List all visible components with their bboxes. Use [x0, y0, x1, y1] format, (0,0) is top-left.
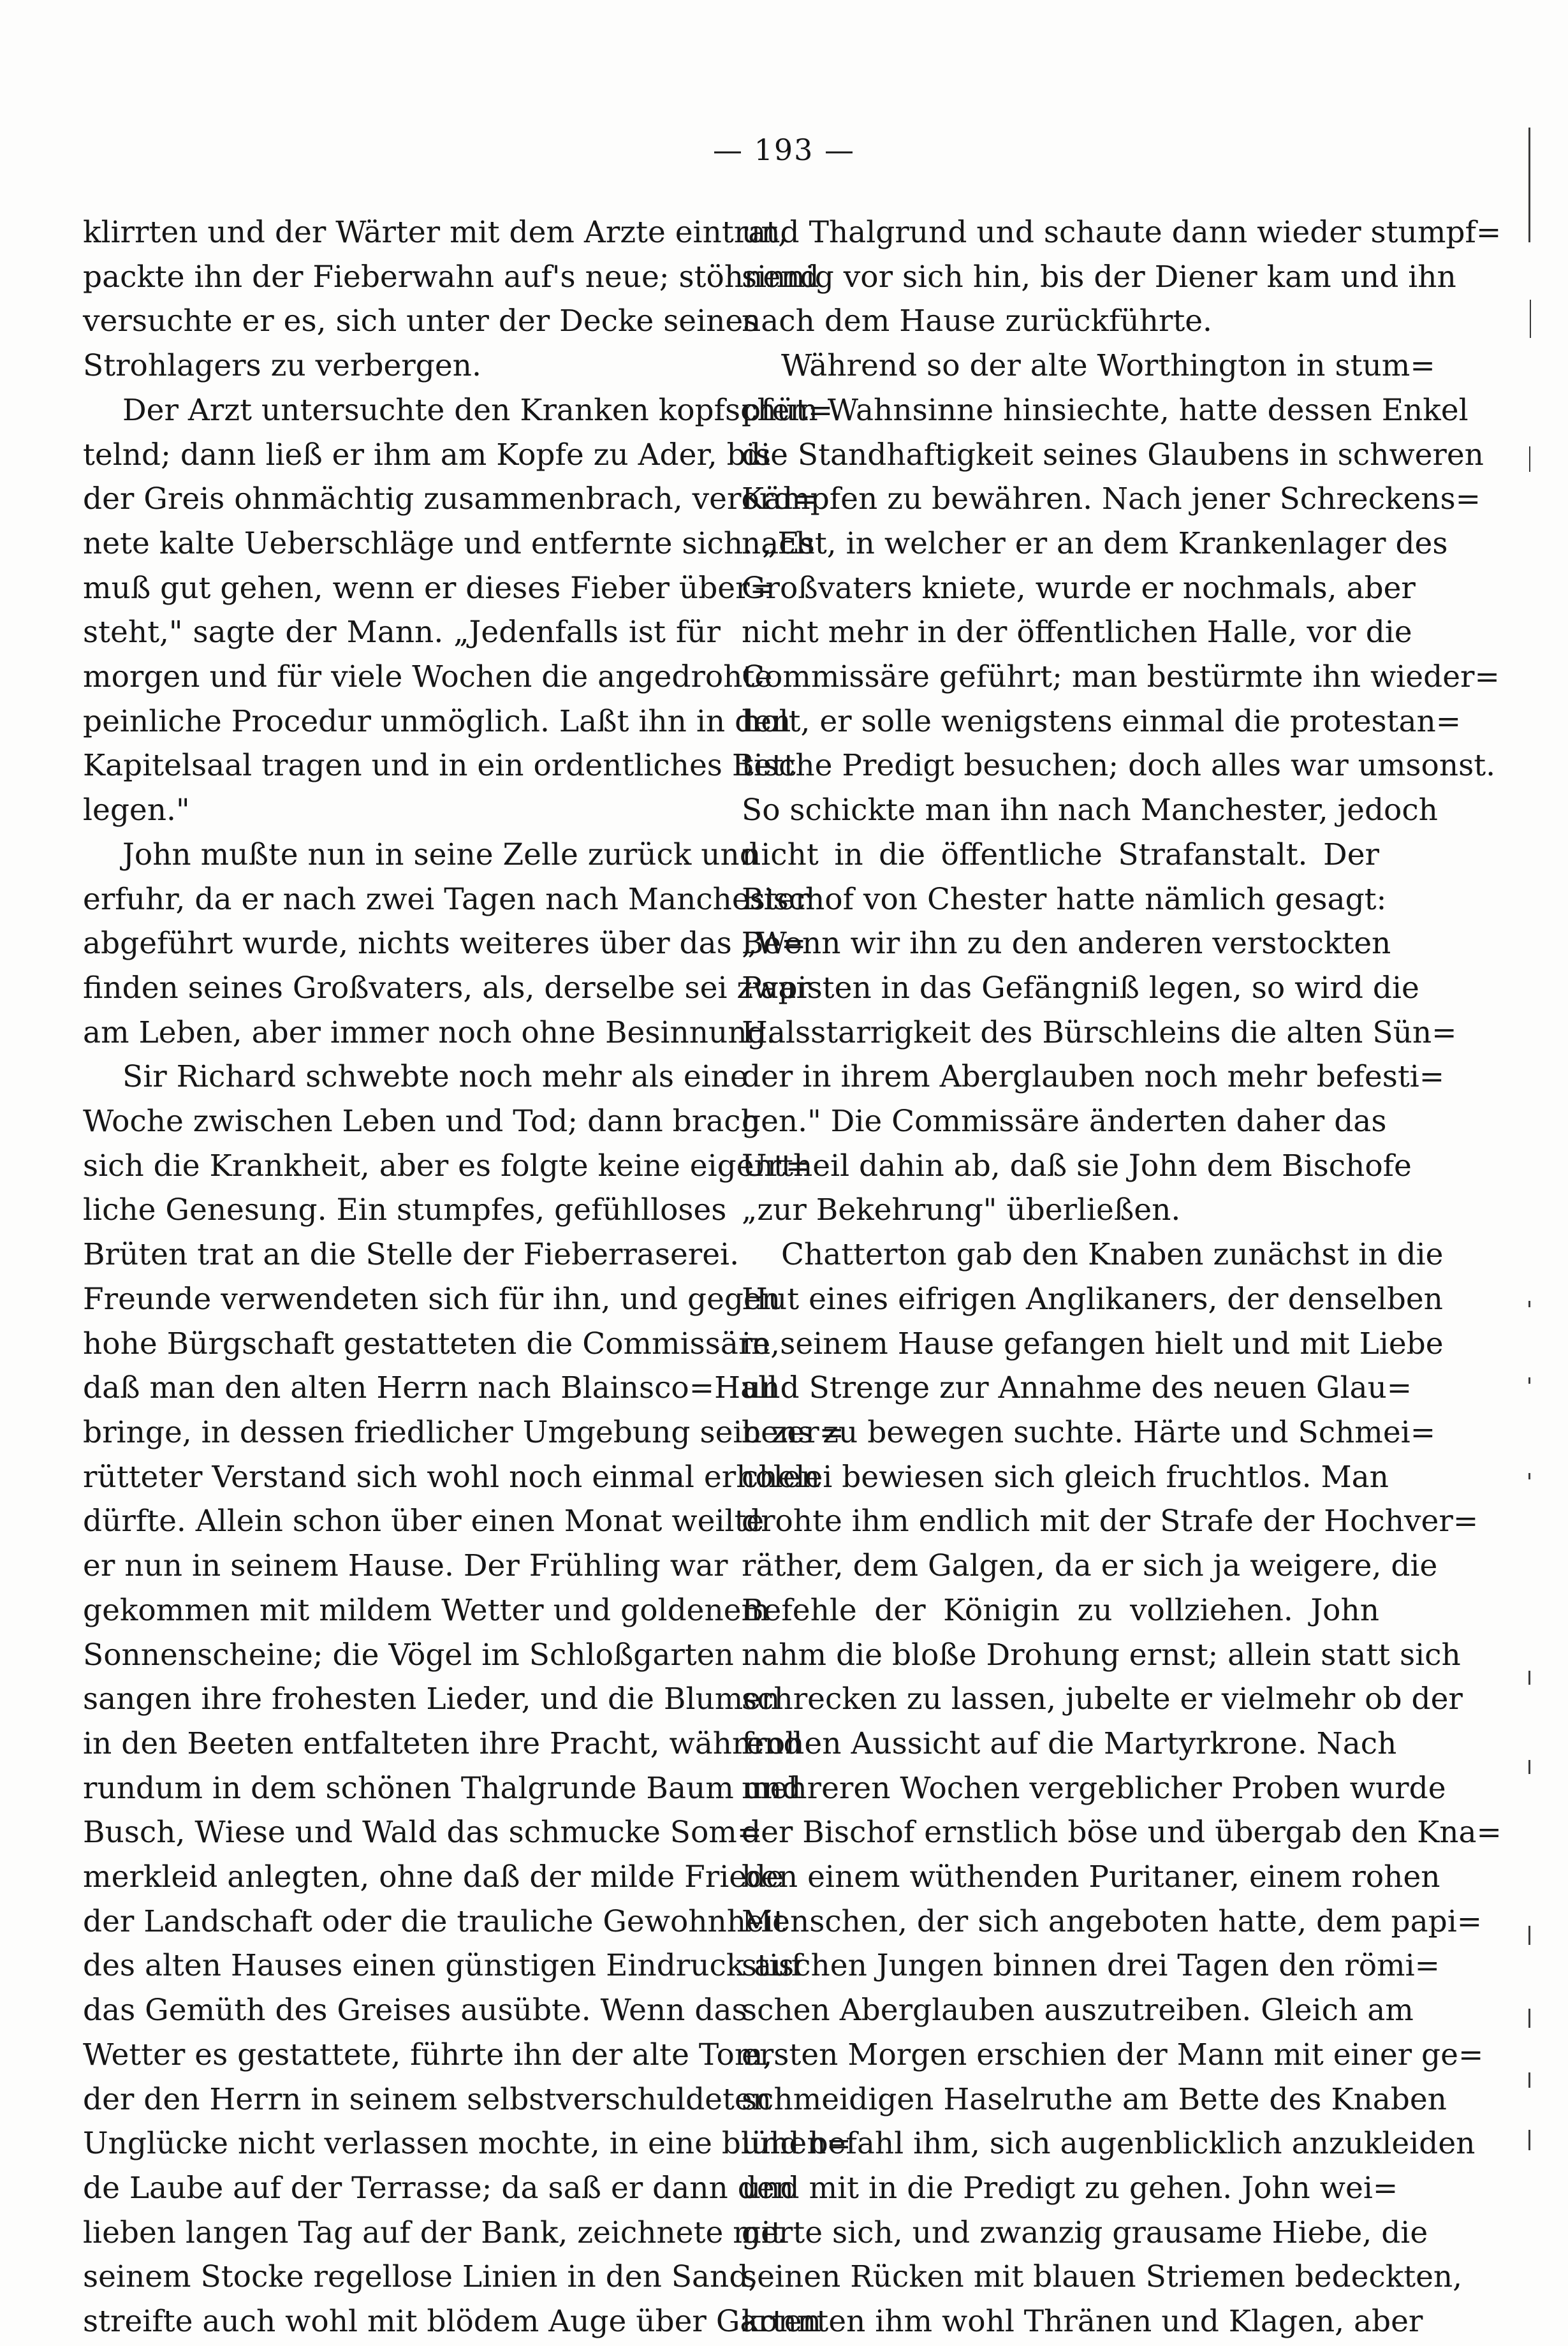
- right-margin-scan-marks: [1521, 89, 1540, 2321]
- text-line: nacht, in welcher er an dem Krankenlager des: [742, 525, 1448, 561]
- text-line: bringe, in dessen friedlicher Umgebung sein zer=: [83, 1414, 845, 1450]
- scan-mark: [1528, 128, 1530, 242]
- text-line: John mußte nun in seine Zelle zurück und: [122, 837, 759, 872]
- text-line: rundum in dem schönen Thalgrunde Baum und: [83, 1770, 802, 1806]
- paragraph: [83, 1055, 851, 2343]
- text-line: konnten ihm wohl Thränen und Klagen, aber: [742, 2304, 1423, 2340]
- text-line: in den Beeten entfalteten ihre Pracht, während: [83, 1726, 803, 1761]
- text-line: mehreren Wochen vergeblicher Proben wurde: [742, 1770, 1446, 1806]
- text-line: Freunde verwendeten sich für ihn, und gegen: [83, 1281, 781, 1317]
- paragraph: [83, 388, 833, 833]
- text-line: seinen Rücken mit blauen Striemen bedeckten,: [742, 2259, 1463, 2295]
- text-line: seinem Stocke regellose Linien in den Sand,: [83, 2259, 758, 2295]
- text-line: Großvaters kniete, wurde er nochmals, aber: [742, 570, 1416, 606]
- text-line: de Laube auf der Terrasse; da saß er dann den: [83, 2170, 794, 2206]
- text-line: finden seines Großvaters, als, derselbe sei zwar: [83, 970, 810, 1006]
- text-line: drohte ihm endlich mit der Strafe der Hochver=: [742, 1504, 1479, 1539]
- text-line: „Wenn wir ihn zu den anderen verstockten: [742, 926, 1391, 962]
- text-line: nicht in die öffentliche Strafanstalt. Der: [742, 837, 1379, 872]
- text-line: Befehle der Königin zu vollziehen. John: [742, 1592, 1379, 1628]
- text-line: muß gut gehen, wenn er dieses Fieber über=: [83, 570, 775, 606]
- text-line: chelei bewiesen sich gleich fruchtlos. Man: [742, 1459, 1389, 1495]
- scan-mark: [1528, 1760, 1530, 1774]
- text-line: schmeidigen Haselruthe am Bette des Knaben: [742, 2081, 1447, 2117]
- left-column: [83, 210, 851, 2344]
- text-line: Woche zwischen Leben und Tod; dann brach: [83, 1104, 760, 1140]
- text-line: am Leben, aber immer noch ohne Besinnung.: [83, 1015, 776, 1050]
- text-line: Sonnenscheine; die Vögel im Schloßgarten: [83, 1637, 734, 1673]
- text-line: sangen ihre frohesten Lieder, und die Blumen: [83, 1682, 780, 1717]
- text-line: versuchte er es, sich unter der Decke seines: [83, 304, 759, 339]
- text-line: und Thalgrund und schaute dann wieder stumpf=: [742, 215, 1502, 250]
- text-line: Bischof von Chester hatte nämlich gesagt:: [742, 881, 1387, 917]
- text-line: schrecken zu lassen, jubelte er vielmehr ob der: [742, 1682, 1463, 1717]
- text-line: der Bischof ernstlich böse und übergab den Kna=: [742, 1815, 1502, 1851]
- text-line: telnd; dann ließ er ihm am Kopfe zu Ader, bis: [83, 437, 771, 473]
- scan-mark: [1529, 446, 1530, 472]
- text-line: klirrten und der Wärter mit dem Arzte eintrat,: [83, 215, 788, 250]
- paragraph: [742, 1233, 1502, 2344]
- text-line: holt, er solle wenigstens einmal die protestan=: [742, 703, 1462, 739]
- text-line: in seinem Hause gefangen hielt und mit Liebe: [742, 1326, 1444, 1361]
- text-line: und mit in die Predigt zu gehen. John wei=: [742, 2170, 1398, 2206]
- text-line: hohe Bürgschaft gestatteten die Commissäre,: [83, 1326, 780, 1361]
- paragraph: [83, 210, 819, 388]
- text-line: die Standhaftigkeit seines Glaubens in schweren: [742, 437, 1484, 473]
- scan-mark: [1528, 2130, 1530, 2150]
- text-line: erfuhr, da er nach zwei Tagen nach Manchester: [83, 881, 810, 917]
- text-line: Chatterton gab den Knaben zunächst in die: [781, 1237, 1444, 1273]
- scan-mark: [1528, 2009, 1530, 2028]
- text-line: nicht mehr in der öffentlichen Halle, vor die: [742, 615, 1412, 650]
- text-line: der Greis ohnmächtig zusammenbrach, verord=: [83, 481, 818, 517]
- scan-mark: [1530, 300, 1531, 338]
- scan-mark: [1528, 1301, 1530, 1307]
- paragraph: [742, 344, 1500, 1233]
- scan-mark: [1528, 2072, 1530, 2088]
- text-line: Busch, Wiese und Wald das schmucke Som=: [83, 1815, 763, 1851]
- text-line: nete kalte Ueberschläge und entfernte sich. „Es: [83, 525, 815, 561]
- right-column: [742, 210, 1502, 2344]
- text-line: nach dem Hause zurückführte.: [742, 304, 1213, 339]
- text-line: rütteter Verstand sich wohl noch einmal erholen: [83, 1459, 820, 1495]
- text-line: Halsstarrigkeit des Bürschleins die alten Sün=: [742, 1015, 1457, 1050]
- text-line: und befahl ihm, sich augenblicklich anzukleiden: [742, 2126, 1476, 2162]
- text-line: liche Genesung. Ein stumpfes, gefühlloses: [83, 1192, 727, 1228]
- text-line: steht," sagte der Mann. „Jedenfalls ist für: [83, 615, 721, 650]
- text-line: sinnig vor sich hin, bis der Diener kam und ihn: [742, 259, 1456, 295]
- text-line: streifte auch wohl mit blödem Auge über Garten: [83, 2304, 821, 2340]
- text-line: Brüten trat an die Stelle der Fieberraserei.: [83, 1237, 740, 1273]
- text-line: abgeführt wurde, nichts weiteres über das Be=: [83, 926, 807, 962]
- text-line: peinliche Procedur unmöglich. Laßt ihn in den: [83, 703, 791, 739]
- text-line: der in ihrem Aberglauben noch mehr befesti=: [742, 1059, 1445, 1095]
- text-line: Hut eines eifrigen Anglikaners, der denselben: [742, 1281, 1443, 1317]
- text-line: Urtheil dahin ab, daß sie John dem Bischofe: [742, 1148, 1412, 1184]
- text-line: gerte sich, und zwanzig grausame Hiebe, die: [742, 2215, 1428, 2250]
- text-line: Unglücke nicht verlassen mochte, in eine blühen=: [83, 2126, 851, 2162]
- text-line: gekommen mit mildem Wetter und goldenem: [83, 1592, 770, 1628]
- text-line: Sir Richard schwebte noch mehr als eine: [122, 1059, 748, 1095]
- text-line: Strohlagers zu verbergen.: [83, 348, 481, 384]
- text-line: lieben langen Tag auf der Bank, zeichnete mit: [83, 2215, 783, 2250]
- text-line: sich die Krankheit, aber es folgte keine eigent=: [83, 1148, 811, 1184]
- scan-mark: [1528, 1377, 1530, 1384]
- scan-mark: [1528, 1671, 1530, 1685]
- text-line: legen.": [83, 793, 190, 828]
- paragraph: [742, 210, 1502, 344]
- text-line: morgen und für viele Wochen die angedrohte: [83, 659, 773, 695]
- text-line: und Strenge zur Annahme des neuen Glau=: [742, 1370, 1412, 1406]
- text-line: Kapitelsaal tragen und in ein ordentliches Bett: [83, 748, 796, 784]
- text-line: So schickte man ihn nach Manchester, jedoch: [742, 793, 1438, 828]
- text-line: des alten Hauses einen günstigen Eindruck auf: [83, 1948, 802, 1984]
- text-line: merkleid anlegten, ohne daß der milde Friede: [83, 1859, 784, 1895]
- text-line: packte ihn der Fieberwahn auf's neue; stöhnend: [83, 259, 819, 295]
- text-line: stischen Jungen binnen drei Tagen den römi=: [742, 1948, 1440, 1984]
- text-line: Während so der alte Worthington in stum=: [781, 348, 1435, 384]
- text-line: gen." Die Commissäre änderten daher das: [742, 1104, 1387, 1140]
- paragraph: [83, 833, 810, 1055]
- text-line: dürfte. Allein schon über einen Monat weilte: [83, 1504, 765, 1539]
- text-line: der Landschaft oder die trauliche Gewohnheit: [83, 1903, 786, 1939]
- text-line: bens zu bewegen suchte. Härte und Schmei=: [742, 1414, 1436, 1450]
- text-line: Commissäre geführt; man bestürmte ihn wieder=: [742, 659, 1500, 695]
- text-line: Menschen, der sich angeboten hatte, dem papi=: [742, 1903, 1483, 1939]
- text-line: Der Arzt untersuchte den Kranken kopfschüt=: [122, 392, 833, 428]
- text-line: ersten Morgen erschien der Mann mit einer ge=: [742, 2037, 1484, 2072]
- text-line: daß man den alten Herrn nach Blainsco=Hall: [83, 1370, 778, 1406]
- scan-mark: [1528, 1473, 1530, 1479]
- text-line: ben einem wüthenden Puritaner, einem rohen: [742, 1859, 1440, 1895]
- text-line: Papisten in das Gefängniß legen, so wird die: [742, 970, 1419, 1006]
- text-line: pfem Wahnsinne hinsiechte, hatte dessen Enkel: [742, 392, 1469, 428]
- scan-mark: [1528, 1926, 1530, 1945]
- text-line: tische Predigt besuchen; doch alles war umsonst.: [742, 748, 1496, 784]
- text-line: das Gemüth des Greises ausübte. Wenn das: [83, 1993, 747, 2028]
- text-line: frohen Aussicht auf die Martyrkrone. Nach: [742, 1726, 1397, 1761]
- text-line: nahm die bloße Drohung ernst; allein statt sich: [742, 1637, 1461, 1673]
- text-line: er nun in seinem Hause. Der Frühling war: [83, 1548, 728, 1584]
- text-line: der den Herrn in seinem selbstverschuldeten: [83, 2081, 772, 2117]
- page-number: — 193 —: [712, 133, 856, 167]
- text-line: „zur Bekehrung" überließen.: [742, 1192, 1181, 1228]
- text-line: Kämpfen zu bewähren. Nach jener Schreckens=: [742, 481, 1481, 517]
- text-line: schen Aberglauben auszutreiben. Gleich am: [742, 1993, 1414, 2028]
- text-line: Wetter es gestattete, führte ihn der alte Tom,: [83, 2037, 773, 2072]
- text-line: räther, dem Galgen, da er sich ja weigere, die: [742, 1548, 1438, 1584]
